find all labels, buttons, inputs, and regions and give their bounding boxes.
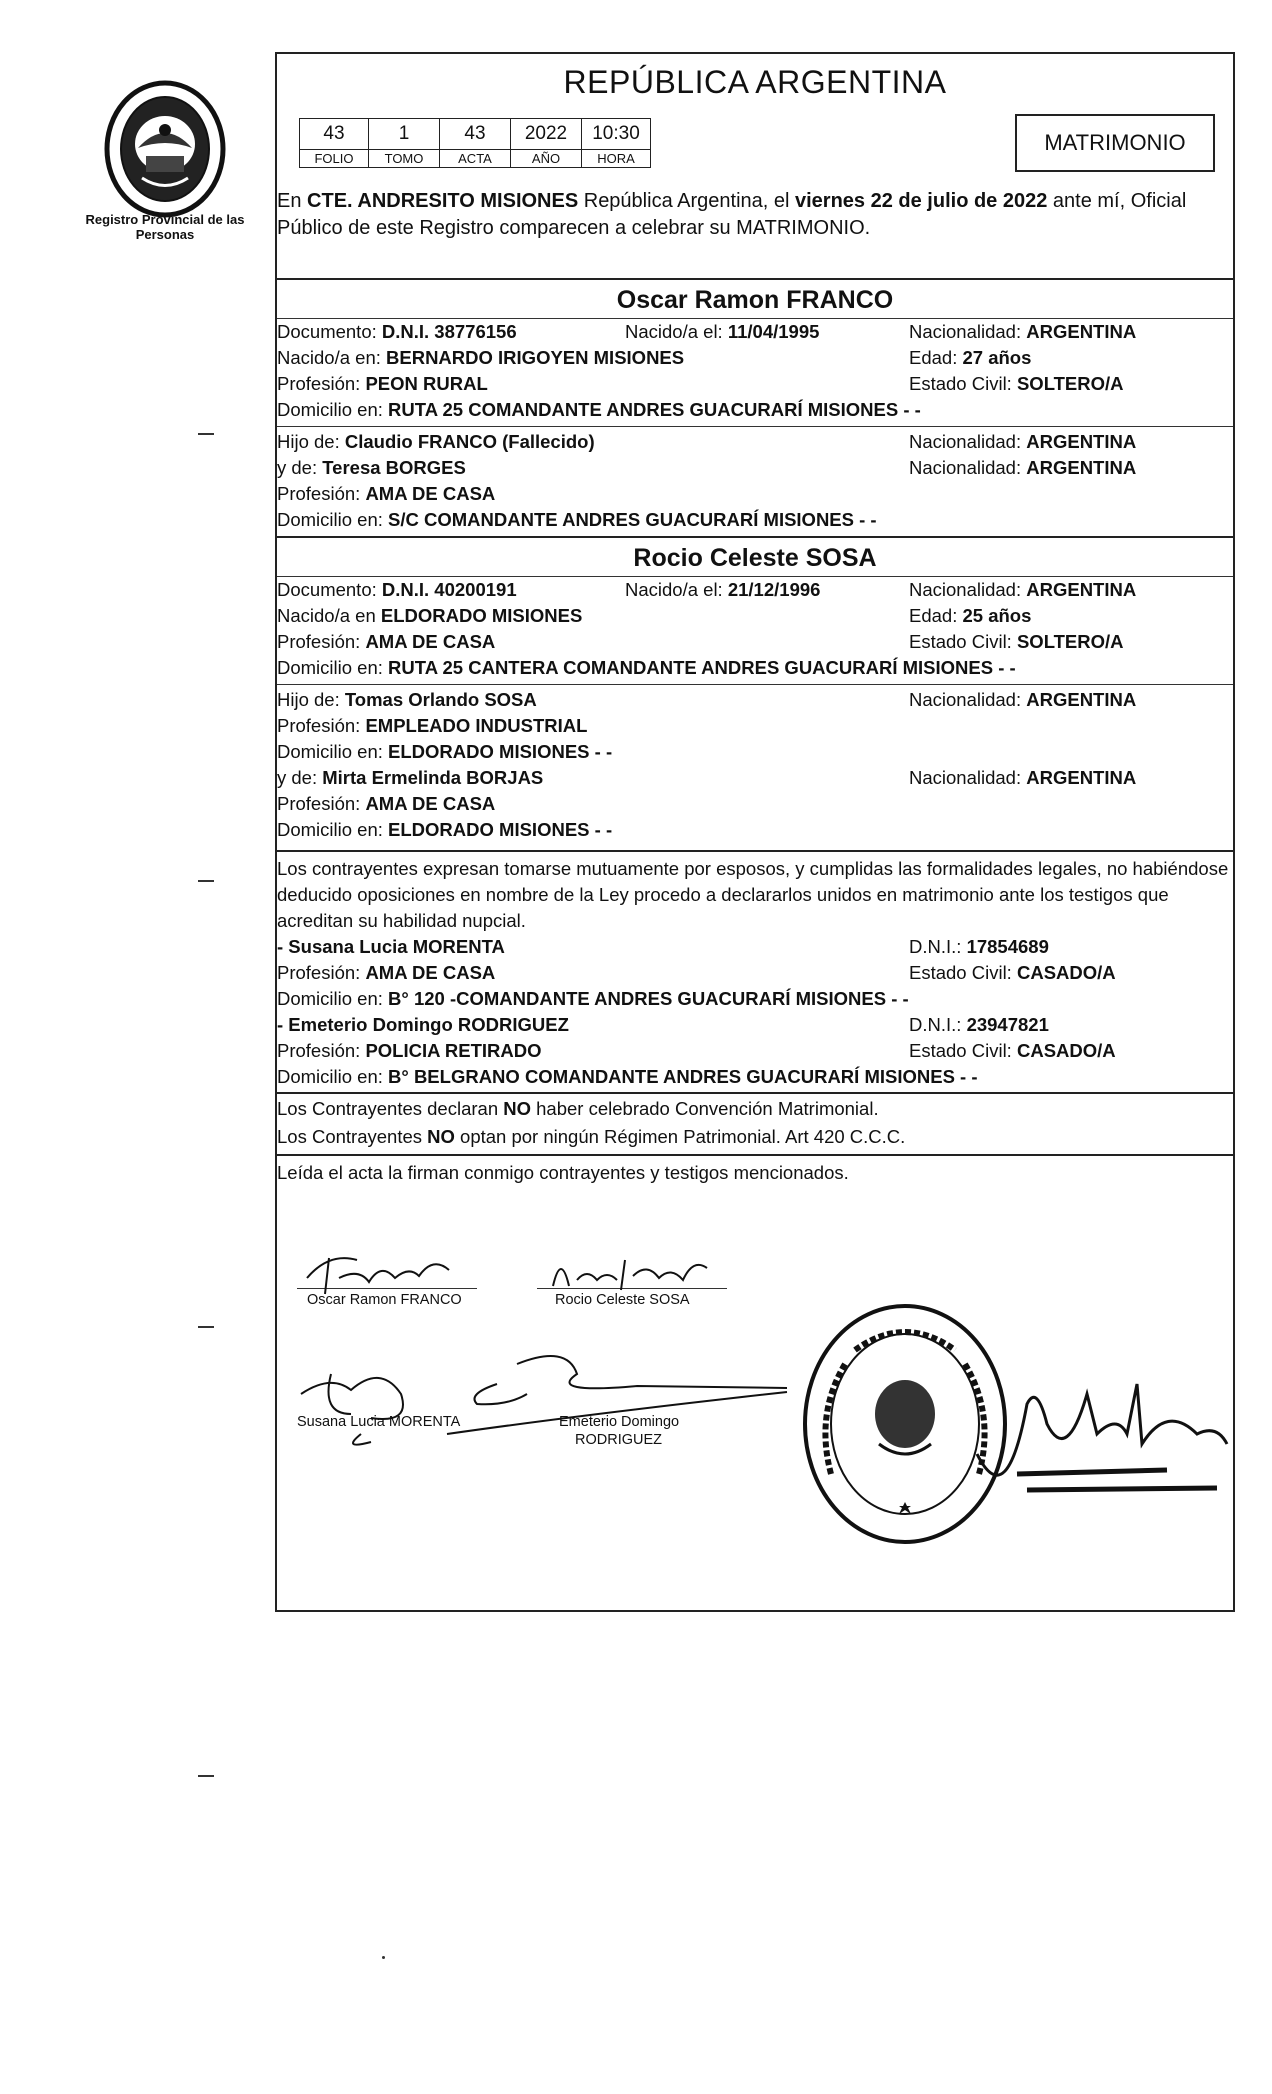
groom-row-birthplace: Nacido/a en: BERNARDO IRIGOYEN MISIONES Edad: 27 años <box>277 347 1032 368</box>
bride-row-mother-profession: Profesión: AMA DE CASA <box>277 793 496 814</box>
groom-row-address: Domicilio en: RUTA 25 COMANDANTE ANDRES GUACURARÍ MISIONES - - <box>277 399 921 420</box>
groom-signature-icon <box>299 1248 479 1298</box>
bride-row-mother: y de: Mirta Ermelinda BORJAS Nacionalidad: ARGENTINA <box>277 767 1137 788</box>
acta-label: ACTA <box>440 150 511 168</box>
margin-fold-mark <box>198 880 214 882</box>
scan-speck <box>382 1956 385 1959</box>
bride-signature-icon <box>547 1250 727 1298</box>
folio-label: FOLIO <box>300 150 369 168</box>
bride-row-birthplace: Nacido/a en ELDORADO MISIONES Edad: 25 años <box>277 605 1032 626</box>
bride-row-profession: Profesión: AMA DE CASA Estado Civil: SOLTERO/A <box>277 631 1124 652</box>
bride-row-doc: Documento: D.N.I. 40200191 Nacido/a el: 21/12/1996 Nacionalidad: ARGENTINA <box>277 579 1137 600</box>
groom-row-father: Hijo de: Claudio FRANCO (Fallecido) Nacionalidad: ARGENTINA <box>277 431 1137 452</box>
bride-row-father-address: Domicilio en: ELDORADO MISIONES - - <box>277 741 613 762</box>
ano-value: 2022 <box>511 119 582 150</box>
margin-fold-mark <box>198 1775 214 1777</box>
ano-label: AÑO <box>511 150 582 168</box>
groom-row-parents-address: Domicilio en: S/C COMANDANTE ANDRES GUACURARÍ MISIONES - - <box>277 509 877 530</box>
folio-value: 43 <box>300 119 369 150</box>
official-signature-icon <box>967 1364 1237 1524</box>
closing-statement: Leída el acta la firman conmigo contrayentes y testigos mencionados. <box>277 1162 849 1183</box>
witness2-row-profession: Profesión: POLICIA RETIRADO Estado Civil: CASADO/A <box>277 1040 1116 1061</box>
tomo-label: TOMO <box>369 150 440 168</box>
witness1-signature-name: Susana Lucia MORENTA <box>297 1414 461 1430</box>
groom-name: Oscar Ramon FRANCO <box>616 286 894 314</box>
divider <box>277 850 1233 852</box>
divider <box>277 426 1233 427</box>
bride-row-address: Domicilio en: RUTA 25 CANTERA COMANDANTE ANDRES GUACURARÍ MISIONES - - <box>277 657 1016 678</box>
divider <box>277 1092 1233 1094</box>
groom-row-mother-profession: Profesión: AMA DE CASA <box>277 483 496 504</box>
registry-name: Registro Provincial de las Personas <box>85 212 245 242</box>
witness1-row-profession: Profesión: AMA DE CASA Estado Civil: CASADO/A <box>277 962 1116 983</box>
bride-row-father-profession: Profesión: EMPLEADO INDUSTRIAL <box>277 715 588 736</box>
witness1-row-name: - Susana Lucia MORENTA D.N.I.: 17854689 <box>277 936 1049 957</box>
margin-fold-mark <box>198 1326 214 1328</box>
groom-row-doc: Documento: D.N.I. 38776156 Nacido/a el: 11/04/1995 Nacionalidad: ARGENTINA <box>277 321 1137 342</box>
acta-value: 43 <box>440 119 511 150</box>
witness1-signature-icon <box>291 1354 431 1450</box>
bride-signature-name: Rocio Celeste SOSA <box>555 1292 690 1308</box>
divider <box>277 536 1233 538</box>
divider <box>277 1154 1233 1156</box>
marriage-certificate <box>275 52 1235 1612</box>
hora-value: 10:30 <box>582 119 651 150</box>
witness2-row-address: Domicilio en: B° BELGRANO COMANDANTE ANDRES GUACURARÍ MISIONES - - <box>277 1066 978 1087</box>
declaration-paragraph: Los contrayentes expresan tomarse mutuamente por esposos, y cumplidas las formalidades legales, no habiéndose deducido oposiciones en nombre de la Ley procedo a declararlos unidos en matrimonio ante los testigos que acreditan su habilidad nupcial. <box>277 858 1229 931</box>
bride-name: Rocio Celeste SOSA <box>633 544 877 572</box>
province-seal-icon <box>102 78 228 220</box>
convention-row-1: Los Contrayentes declaran NO haber celebrado Convención Matrimonial. <box>277 1098 879 1119</box>
divider <box>277 684 1233 685</box>
groom-row-mother: y de: Teresa BORGES Nacionalidad: ARGENTINA <box>277 457 1137 478</box>
hora-label: HORA <box>582 150 651 168</box>
convention-row-2: Los Contrayentes NO optan por ningún Régimen Patrimonial. Art 420 C.C.C. <box>277 1126 906 1147</box>
tomo-value: 1 <box>369 119 440 150</box>
divider <box>277 278 1233 280</box>
witness2-signature-name-1: Emeterio Domingo <box>559 1414 680 1430</box>
bride-row-father: Hijo de: Tomas Orlando SOSA Nacionalidad: ARGENTINA <box>277 689 1137 710</box>
witness2-row-name: - Emeterio Domingo RODRIGUEZ D.N.I.: 23947821 <box>277 1014 1049 1035</box>
intro-paragraph: En CTE. ANDRESITO MISIONES República Argentina, el viernes 22 de julio de 2022 ante mí, Oficial Público de este Registro comparecen a celebrar su MATRIMONIO. <box>277 190 1187 239</box>
witness2-signature-name-2: RODRIGUEZ <box>575 1432 662 1448</box>
record-number-table <box>299 118 651 168</box>
groom-signature-name: Oscar Ramon FRANCO <box>307 1292 462 1308</box>
bride-row-mother-address: Domicilio en: ELDORADO MISIONES - - <box>277 819 613 840</box>
witness1-row-address: Domicilio en: B° 120 -COMANDANTE ANDRES GUACURARÍ MISIONES - - <box>277 988 909 1009</box>
groom-row-profession: Profesión: PEON RURAL Estado Civil: SOLTERO/A <box>277 373 1124 394</box>
record-type-box: MATRIMONIO <box>1015 114 1215 172</box>
country-title: REPÚBLICA ARGENTINA <box>563 64 947 100</box>
margin-fold-mark <box>198 433 214 435</box>
